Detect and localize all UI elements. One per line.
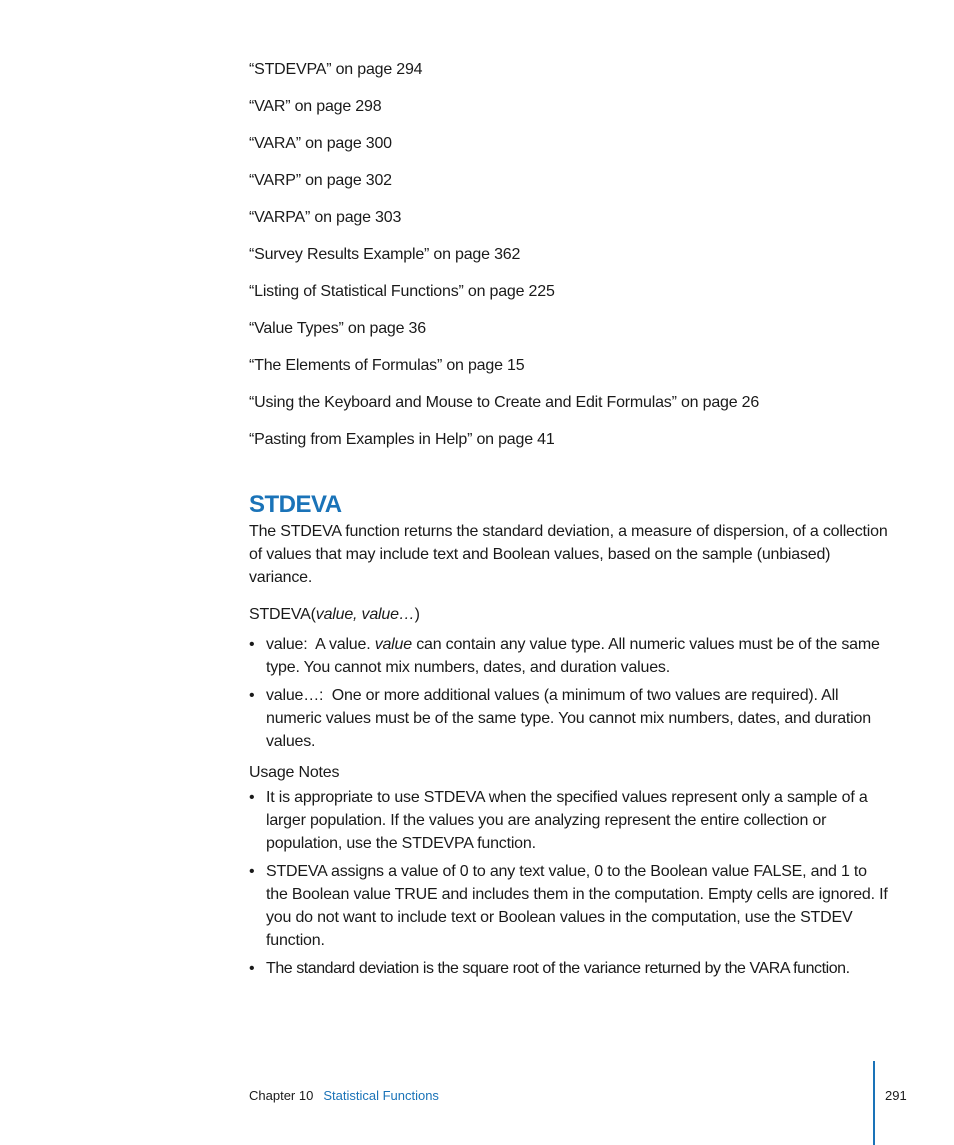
footer-vertical-rule [873, 1061, 875, 1145]
xref-pasting-examples[interactable]: “Pasting from Examples in Help” on page 41 [249, 431, 555, 448]
footer-chapter-label: Chapter 10 [249, 1088, 314, 1103]
xref-stdevpa[interactable]: “STDEVPA” on page 294 [249, 61, 423, 78]
bullet-glyph: • [249, 789, 255, 806]
usage-note-item [249, 786, 889, 855]
argument-text-continued: can contain any value type. All numeric values must be of the same type. You cannot mix numbers, dates, and duration values. [266, 636, 880, 676]
argument-emphasis: value [374, 636, 412, 653]
argument-text: One or more additional values (a minimum of two values are required). All numeric values must be of the same type. You cannot mix numbers, dates, and duration values. [266, 687, 871, 750]
xref-elements-of-formulas[interactable]: “The Elements of Formulas” on page 15 [249, 357, 525, 374]
xref-keyboard-mouse-formulas[interactable]: “Using the Keyboard and Mouse to Create and Edit Formulas” on page 26 [249, 394, 760, 411]
argument-item [249, 633, 889, 679]
page-footer [249, 1086, 439, 1106]
bullet-glyph: • [249, 687, 255, 704]
bullet-glyph: • [249, 636, 255, 653]
xref-survey-results-example[interactable]: “Survey Results Example” on page 362 [249, 246, 521, 263]
page-number: 291 [885, 1088, 907, 1103]
usage-note-text: The standard deviation is the square root of the variance returned by the VARA function. [266, 960, 850, 977]
argument-text: A value. [315, 636, 375, 653]
xref-varpa[interactable]: “VARPA” on page 303 [249, 209, 402, 226]
usage-note-text: It is appropriate to use STDEVA when the specified values represent only a sample of a larger population. If the values you are analyzing represent the entire collection or population, use the STDEVPA function. [266, 789, 868, 852]
argument-list [249, 633, 889, 753]
argument-term: value…: [266, 687, 324, 704]
xref-value-types[interactable]: “Value Types” on page 36 [249, 320, 426, 337]
usage-notes-list [249, 786, 889, 980]
usage-note-item [249, 957, 889, 980]
syntax-close-paren: ) [414, 606, 420, 623]
usage-note-text: STDEVA assigns a value of 0 to any text value, 0 to the Boolean value FALSE, and 1 to the Boolean value TRUE and includes them in the computation. Empty cells are ignored. If you do not want to include text or Boolean values in the computation, use the STDEV function. [266, 863, 888, 949]
stdeva-section [249, 490, 889, 985]
usage-note-item [249, 860, 889, 952]
xref-vara[interactable]: “VARA” on page 300 [249, 135, 392, 152]
bullet-glyph: • [249, 863, 255, 880]
syntax-function-name: STDEVA [249, 606, 311, 623]
bullet-glyph: • [249, 960, 255, 977]
function-syntax [249, 603, 889, 626]
function-description: The STDEVA function returns the standard deviation, a measure of dispersion, of a collection of values that may include text and Boolean values, based on the sample (unbiased) variance. [249, 523, 888, 586]
footer-chapter-title-link[interactable]: Statistical Functions [323, 1088, 439, 1103]
section-title: STDEVA [249, 491, 342, 518]
cross-reference-list [249, 58, 889, 465]
argument-term: value: [266, 636, 308, 653]
xref-listing-statistical-functions[interactable]: “Listing of Statistical Functions” on page 225 [249, 283, 555, 300]
syntax-arguments: value, value… [315, 606, 415, 623]
xref-var[interactable]: “VAR” on page 298 [249, 98, 382, 115]
syntax-open-paren: ( [310, 606, 316, 623]
usage-notes-heading: Usage Notes [249, 764, 340, 781]
xref-varp[interactable]: “VARP” on page 302 [249, 172, 392, 189]
argument-item [249, 684, 889, 753]
